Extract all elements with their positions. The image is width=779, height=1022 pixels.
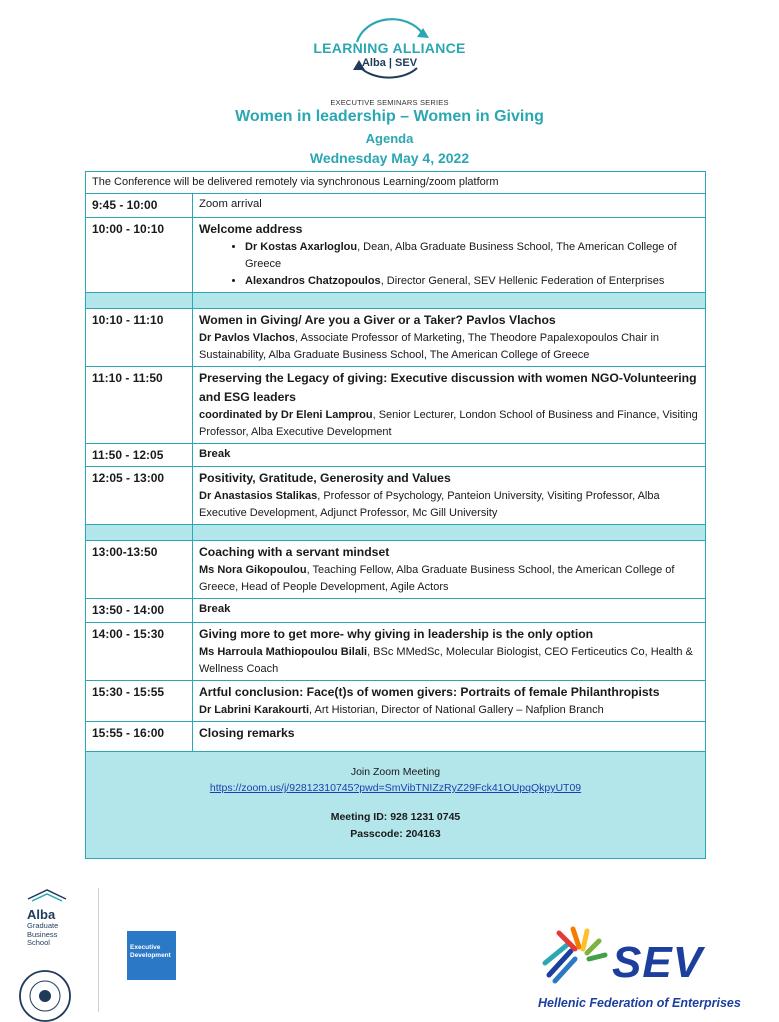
alba-line1: Graduate — [27, 921, 59, 930]
table-row — [86, 217, 706, 292]
session-title: Positivity, Gratitude, Generosity and Values — [199, 471, 451, 486]
time-cell: 10:10 - 11:10 — [86, 308, 193, 366]
intro-text: The Conference will be delivered remotely via synchronous Learning/zoom platform — [86, 172, 706, 194]
table-row — [86, 622, 706, 680]
speaker-info — [199, 330, 699, 364]
speaker-info — [199, 562, 699, 596]
speaker-desc: , Director General, SEV Hellenic Federation of Enterprises — [380, 274, 665, 287]
session-cell: Break — [193, 599, 706, 623]
zoom-join-label: Join Zoom Meeting — [350, 765, 441, 778]
logo-sub-alba: Alba — [361, 57, 386, 69]
time-cell: 11:50 - 12:05 — [86, 443, 193, 467]
series-label: EXECUTIVE SEMINARS SERIES — [330, 98, 449, 107]
zoom-info — [86, 751, 706, 858]
alba-line2: Business — [27, 929, 58, 939]
american-college-seal-icon — [15, 968, 75, 1022]
speaker-name: Dr Anastasios Stalikas — [199, 490, 318, 503]
table-row — [86, 194, 706, 218]
time-cell: 14:00 - 15:30 — [86, 622, 193, 680]
speaker-name: Ms Nora Gikopoulou — [199, 564, 307, 577]
speaker-info — [199, 407, 699, 441]
executive-development-logo — [127, 931, 176, 980]
exec-line2: Development — [130, 951, 171, 959]
time-cell: 13:50 - 14:00 — [86, 599, 193, 623]
agenda-label: Agenda — [365, 131, 414, 146]
speaker-name: Dr Pavlos Vlachos — [199, 331, 295, 344]
speaker-desc: , Professor of Psychology, Panteion University, Visiting Professor, Alba Executive Development, Adjunct Professor, Mc Gill University — [199, 490, 660, 520]
speaker-desc: , Art Historian, Director of National Gallery – Nafplion Branch — [309, 703, 604, 716]
table-row — [86, 599, 706, 623]
footer-divider — [98, 888, 99, 1012]
time-cell: 10:00 - 10:10 — [86, 217, 193, 292]
exec-line1: Executive — [130, 944, 161, 951]
spacer-row — [86, 525, 706, 541]
time-cell: 12:05 - 13:00 — [86, 467, 193, 525]
speaker-name: Dr Labrini Karakourti — [199, 703, 310, 716]
alba-roof-icon — [27, 888, 67, 902]
session-title: Preserving the Legacy of giving: Executive discussion with women NGO-Volunteering and ESG leaders — [199, 370, 697, 404]
speaker-info — [199, 644, 699, 678]
speaker-info — [199, 488, 699, 522]
speaker-name: Alexandros Chatzopoulos — [245, 274, 381, 287]
list-item — [245, 239, 699, 273]
speaker-name: Ms Harroula Mathiopoulou Bilali — [199, 645, 368, 658]
logo-sub-sev: SEV — [395, 57, 418, 69]
speaker-desc: , Senior Lecturer, London School of Business and Finance, Visiting Professor, Alba Executive Development — [199, 408, 698, 438]
speaker-desc: , BSc MMedSc, Molecular Biologist, CEO Ferticeutics Co, Health & Wellness Coach — [199, 645, 693, 675]
session-cell: Zoom arrival — [193, 194, 706, 218]
time-cell: 15:30 - 15:55 — [86, 680, 193, 721]
zoom-link[interactable]: https://zoom.us/j/92812310745?pwd=SmVibTNIZzRyZ29Fck41OUpqQkpyUT09 — [209, 782, 582, 794]
page-title: Women in leadership – Women in Giving — [235, 108, 544, 125]
session-cell — [193, 308, 706, 366]
table-row — [86, 541, 706, 599]
speaker-desc: , Teaching Fellow, Alba Graduate Business School, the American College of Greece, Head of People Development, Agile Actors — [199, 564, 675, 594]
list-item — [245, 273, 699, 290]
time-cell: 9:45 - 10:00 — [86, 194, 193, 218]
session-title: Giving more to get more- why giving in leadership is the only option — [199, 626, 594, 641]
speaker-info — [199, 702, 699, 719]
session-cell — [193, 680, 706, 721]
session-cell — [193, 467, 706, 525]
session-title: Women in Giving/ Are you a Giver or a Taker? Pavlos Vlachos — [199, 312, 556, 327]
event-date: Wednesday May 4, 2022 — [309, 150, 470, 166]
table-row — [86, 443, 706, 467]
meeting-id: Meeting ID: 928 1231 0745 — [330, 811, 461, 824]
logo-title: LEARNING ALLIANCE — [313, 40, 466, 56]
sev-sunburst-icon — [541, 925, 611, 993]
zoom-row — [86, 751, 706, 858]
time-cell: 11:10 - 11:50 — [86, 366, 193, 443]
speaker-desc: , Dean, Alba Graduate Business School, The American College of Greece — [245, 240, 677, 270]
table-row — [86, 680, 706, 721]
alba-line3: School — [27, 938, 50, 948]
time-cell: 13:00-13:50 — [86, 541, 193, 599]
speaker-name: coordinated by Dr Eleni Lamprou — [199, 408, 373, 421]
session-title: Closing remarks — [193, 721, 706, 751]
sev-wordmark: SEV — [612, 938, 704, 987]
intro-row — [86, 172, 706, 194]
agenda-table — [85, 171, 706, 859]
session-cell — [193, 622, 706, 680]
speaker-list — [199, 239, 699, 290]
session-cell — [193, 541, 706, 599]
session-cell — [193, 366, 706, 443]
logo-subtitle: Alba | SEV — [361, 57, 418, 69]
session-title: Coaching with a servant mindset — [199, 545, 390, 560]
session-cell — [193, 217, 706, 292]
alba-logo — [27, 888, 67, 948]
table-row — [86, 308, 706, 366]
session-cell: Break — [193, 443, 706, 467]
sev-subtitle: Hellenic Federation of Enterprises — [538, 996, 741, 1010]
spacer-row — [86, 292, 706, 308]
table-row — [86, 467, 706, 525]
session-title: Welcome address — [199, 221, 303, 236]
speaker-desc: , Associate Professor of Marketing, The Theodore Papalexopoulos Chair in Sustainability, Alba Graduate Business School, The American College of Greece — [199, 331, 660, 361]
passcode: Passcode: 204163 — [350, 827, 441, 840]
speaker-name: Dr Kostas Axarloglou — [245, 240, 358, 253]
time-cell: 15:55 - 16:00 — [86, 721, 193, 751]
table-row — [86, 721, 706, 751]
table-row — [86, 366, 706, 443]
session-title: Artful conclusion: Face(t)s of women givers: Portraits of female Philanthropists — [199, 684, 660, 699]
alba-name: Alba — [27, 907, 56, 922]
